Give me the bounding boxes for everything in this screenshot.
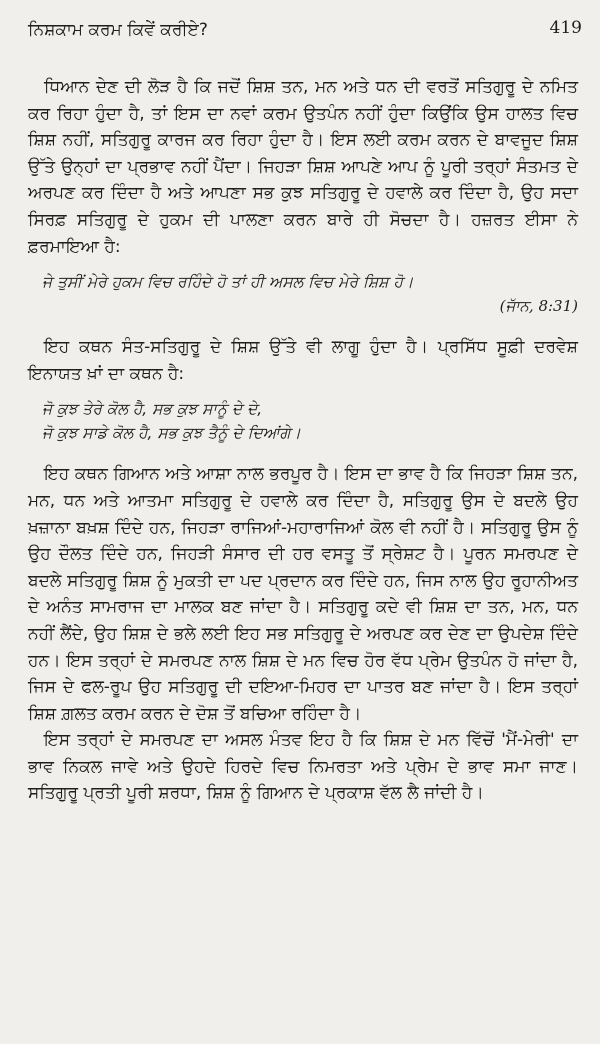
paragraph-2: ਇਹ ਕਥਨ ਸੰਤ-ਸਤਿਗੁਰੂ ਦੇ ਸ਼ਿਸ਼ ਉੱਤੇ ਵੀ ਲਾਗੂ ਹੁੰਦਾ ਹੈ। ਪ੍ਰਸਿੱਧ ਸੂਫ਼ੀ ਦਰਵੇਸ਼ ਇਨਾਯਤ ਖ਼ਾਂ ਦਾ ਕਥਨ ਹੈ: xyxy=(28,337,578,384)
running-title: ਨਿਸ਼ਕਾਮ ਕਰਮ ਕਿਵੇਂ ਕਰੀਏ? xyxy=(28,20,208,40)
page-number: 419 xyxy=(549,18,582,38)
quote-1: ਜੇ ਤੁਸੀਂ ਮੇਰੇ ਹੁਕਮ ਵਿਚ ਰਹਿੰਦੇ ਹੋ ਤਾਂ ਹੀ ਅਸਲ ਵਿਚ ਮੇਰੇ ਸ਼ਿਸ਼ ਹੋ। xyxy=(42,273,414,292)
quote-2-line-1: ਜੋ ਕੁਝ ਤੇਰੇ ਕੋਲ ਹੈ, ਸਭ ਕੁਝ ਸਾਨੂੰ ਦੇ ਦੇ, xyxy=(42,400,263,419)
paragraph-4: ਇਸ ਤਰ੍ਹਾਂ ਦੇ ਸਮਰਪਣ ਦਾ ਅਸਲ ਮੰਤਵ ਇਹ ਹੈ ਕਿ ਸ਼ਿਸ਼ ਦੇ ਮਨ ਵਿੱਚੋਂ 'ਮੈਂ-ਮੇਰੀ' ਦਾ ਭਾਵ ਨਿਕਲ ਜਾਵੇ ਅਤੇ ਉਹਦੇ ਹਿਰਦੇ ਵਿਚ ਨਿਮਰਤਾ ਅਤੇ ਪ੍ਰੇਮ ਦੇ ਭਾਵ ਸਮਾ ਜਾਣ। ਸਤਿਗੁਰੂ ਪ੍ਰਤੀ ਪੂਰੀ ਸ਼ਰਧਾ, ਸ਼ਿਸ਼ ਨੂੰ ਗਿਆਨ ਦੇ ਪ੍ਰਕਾਸ਼ ਵੱਲ ਲੈ ਜਾਂਦੀ ਹੈ। xyxy=(28,730,578,804)
quote-1-reference: (ਜਾੱਨ, 8:31) xyxy=(499,297,578,316)
page-header xyxy=(28,18,582,44)
quote-2-line-2: ਜੋ ਕੁਝ ਸਾਡੇ ਕੋਲ ਹੈ, ਸਭ ਕੁਝ ਤੈਨੂੰ ਦੇ ਦਿਆਂਗੇ। xyxy=(42,424,301,443)
page-body xyxy=(28,74,578,807)
paragraph-1: ਧਿਆਨ ਦੇਣ ਦੀ ਲੋੜ ਹੈ ਕਿ ਜਦੋਂ ਸ਼ਿਸ਼ ਤਨ, ਮਨ ਅਤੇ ਧਨ ਦੀ ਵਰਤੋਂ ਸਤਿਗੁਰੂ ਦੇ ਨਮਿਤ ਕਰ ਰਿਹਾ ਹੁੰਦਾ ਹੈ, ਤਾਂ ਇਸ ਦਾ ਨਵਾਂ ਕਰਮ ਉਤਪੰਨ ਨਹੀਂ ਹੁੰਦਾ ਕਿਉਂਕਿ ਉਸ ਹਾਲਤ ਵਿਚ ਸ਼ਿਸ਼ ਨਹੀਂ, ਸਤਿਗੁਰੂ ਕਾਰਜ ਕਰ ਰਿਹਾ ਹੁੰਦਾ ਹੈ। ਇਸ ਲਈ ਕਰਮ ਕਰਨ ਦੇ ਬਾਵਜੂਦ ਸ਼ਿਸ਼ ਉੱਤੇ ਉਨ੍ਹਾਂ ਦਾ ਪ੍ਰਭਾਵ ਨਹੀਂ ਪੈਂਦਾ। ਜਿਹੜਾ ਸ਼ਿਸ਼ ਆਪਣੇ ਆਪ ਨੂੰ ਪੂਰੀ ਤਰ੍ਹਾਂ ਸੰਤਮਤ ਦੇ ਅਰਪਣ ਕਰ ਦਿੰਦਾ ਹੈ ਅਤੇ ਆਪਣਾ ਸਭ ਕੁਝ ਸਤਿਗੁਰੂ ਦੇ ਹਵਾਲੇ ਕਰ ਦਿੰਦਾ ਹੈ, ਉਹ ਸਦਾ ਸਿਰਫ਼ ਸਤਿਗੁਰੂ ਦੇ ਹੁਕਮ ਦੀ ਪਾਲਣਾ ਕਰਨ ਬਾਰੇ ਹੀ ਸੋਚਦਾ ਹੈ। ਹਜ਼ਰਤ ਈਸਾ ਨੇ ਫ਼ਰਮਾਇਆ ਹੈ: xyxy=(28,77,578,257)
paragraph-3: ਇਹ ਕਥਨ ਗਿਆਨ ਅਤੇ ਆਸ਼ਾ ਨਾਲ ਭਰਪੂਰ ਹੈ। ਇਸ ਦਾ ਭਾਵ ਹੈ ਕਿ ਜਿਹੜਾ ਸ਼ਿਸ਼ ਤਨ, ਮਨ, ਧਨ ਅਤੇ ਆਤਮਾ ਸਤਿਗੁਰੂ ਦੇ ਹਵਾਲੇ ਕਰ ਦਿੰਦਾ ਹੈ, ਸਤਿਗੁਰੂ ਉਸ ਦੇ ਬਦਲੇ ਉਹ ਖ਼ਜ਼ਾਨਾ ਬਖ਼ਸ਼ ਦਿੰਦੇ ਹਨ, ਜਿਹੜਾ ਰਾਜਿਆਂ-ਮਹਾਰਾਜਿਆਂ ਕੋਲ ਵੀ ਨਹੀਂ ਹੈ। ਸਤਿਗੁਰੂ ਉਸ ਨੂੰ ਉਹ ਦੌਲਤ ਦਿੰਦੇ ਹਨ, ਜਿਹੜੀ ਸੰਸਾਰ ਦੀ ਹਰ ਵਸਤੂ ਤੋਂ ਸ੍ਰੇਸ਼ਟ ਹੈ। ਪੂਰਨ ਸਮਰਪਣ ਦੇ ਬਦਲੇ ਸਤਿਗੁਰੂ ਸ਼ਿਸ਼ ਨੂੰ ਮੁਕਤੀ ਦਾ ਪਦ ਪ੍ਰਦਾਨ ਕਰ ਦਿੰਦੇ ਹਨ, ਜਿਸ ਨਾਲ ਉਹ ਰੂਹਾਨੀਅਤ ਦੇ ਅਨੰਤ ਸਾਮਰਾਜ ਦਾ ਮਾਲਕ ਬਣ ਜਾਂਦਾ ਹੈ। ਸਤਿਗੁਰੂ ਕਦੇ ਵੀ ਸ਼ਿਸ਼ ਦਾ ਤਨ, ਮਨ, ਧਨ ਨਹੀਂ ਲੈਂਦੇ, ਉਹ ਸ਼ਿਸ਼ ਦੇ ਭਲੇ ਲਈ ਇਹ ਸਭ ਸਤਿਗੁਰੂ ਦੇ ਅਰਪਣ ਕਰ ਦੇਣ ਦਾ ਉਪਦੇਸ਼ ਦਿੰਦੇ ਹਨ। ਇਸ ਤਰ੍ਹਾਂ ਦੇ ਸਮਰਪਣ ਨਾਲ ਸ਼ਿਸ਼ ਦੇ ਮਨ ਵਿਚ ਹੋਰ ਵੱਧ ਪ੍ਰੇਮ ਉਤਪੰਨ ਹੋ ਜਾਂਦਾ ਹੈ, ਜਿਸ ਦੇ ਫਲ-ਰੂਪ ਉਹ ਸਤਿਗੁਰੂ ਦੀ ਦਇਆ-ਮਿਹਰ ਦਾ ਪਾਤਰ ਬਣ ਜਾਂਦਾ ਹੈ। ਇਸ ਤਰ੍ਹਾਂ ਸ਼ਿਸ਼ ਗ਼ਲਤ ਕਰਮ ਕਰਨ ਦੇ ਦੋਸ਼ ਤੋਂ ਬਚਿਆ ਰਹਿੰਦਾ ਹੈ। xyxy=(28,464,578,724)
